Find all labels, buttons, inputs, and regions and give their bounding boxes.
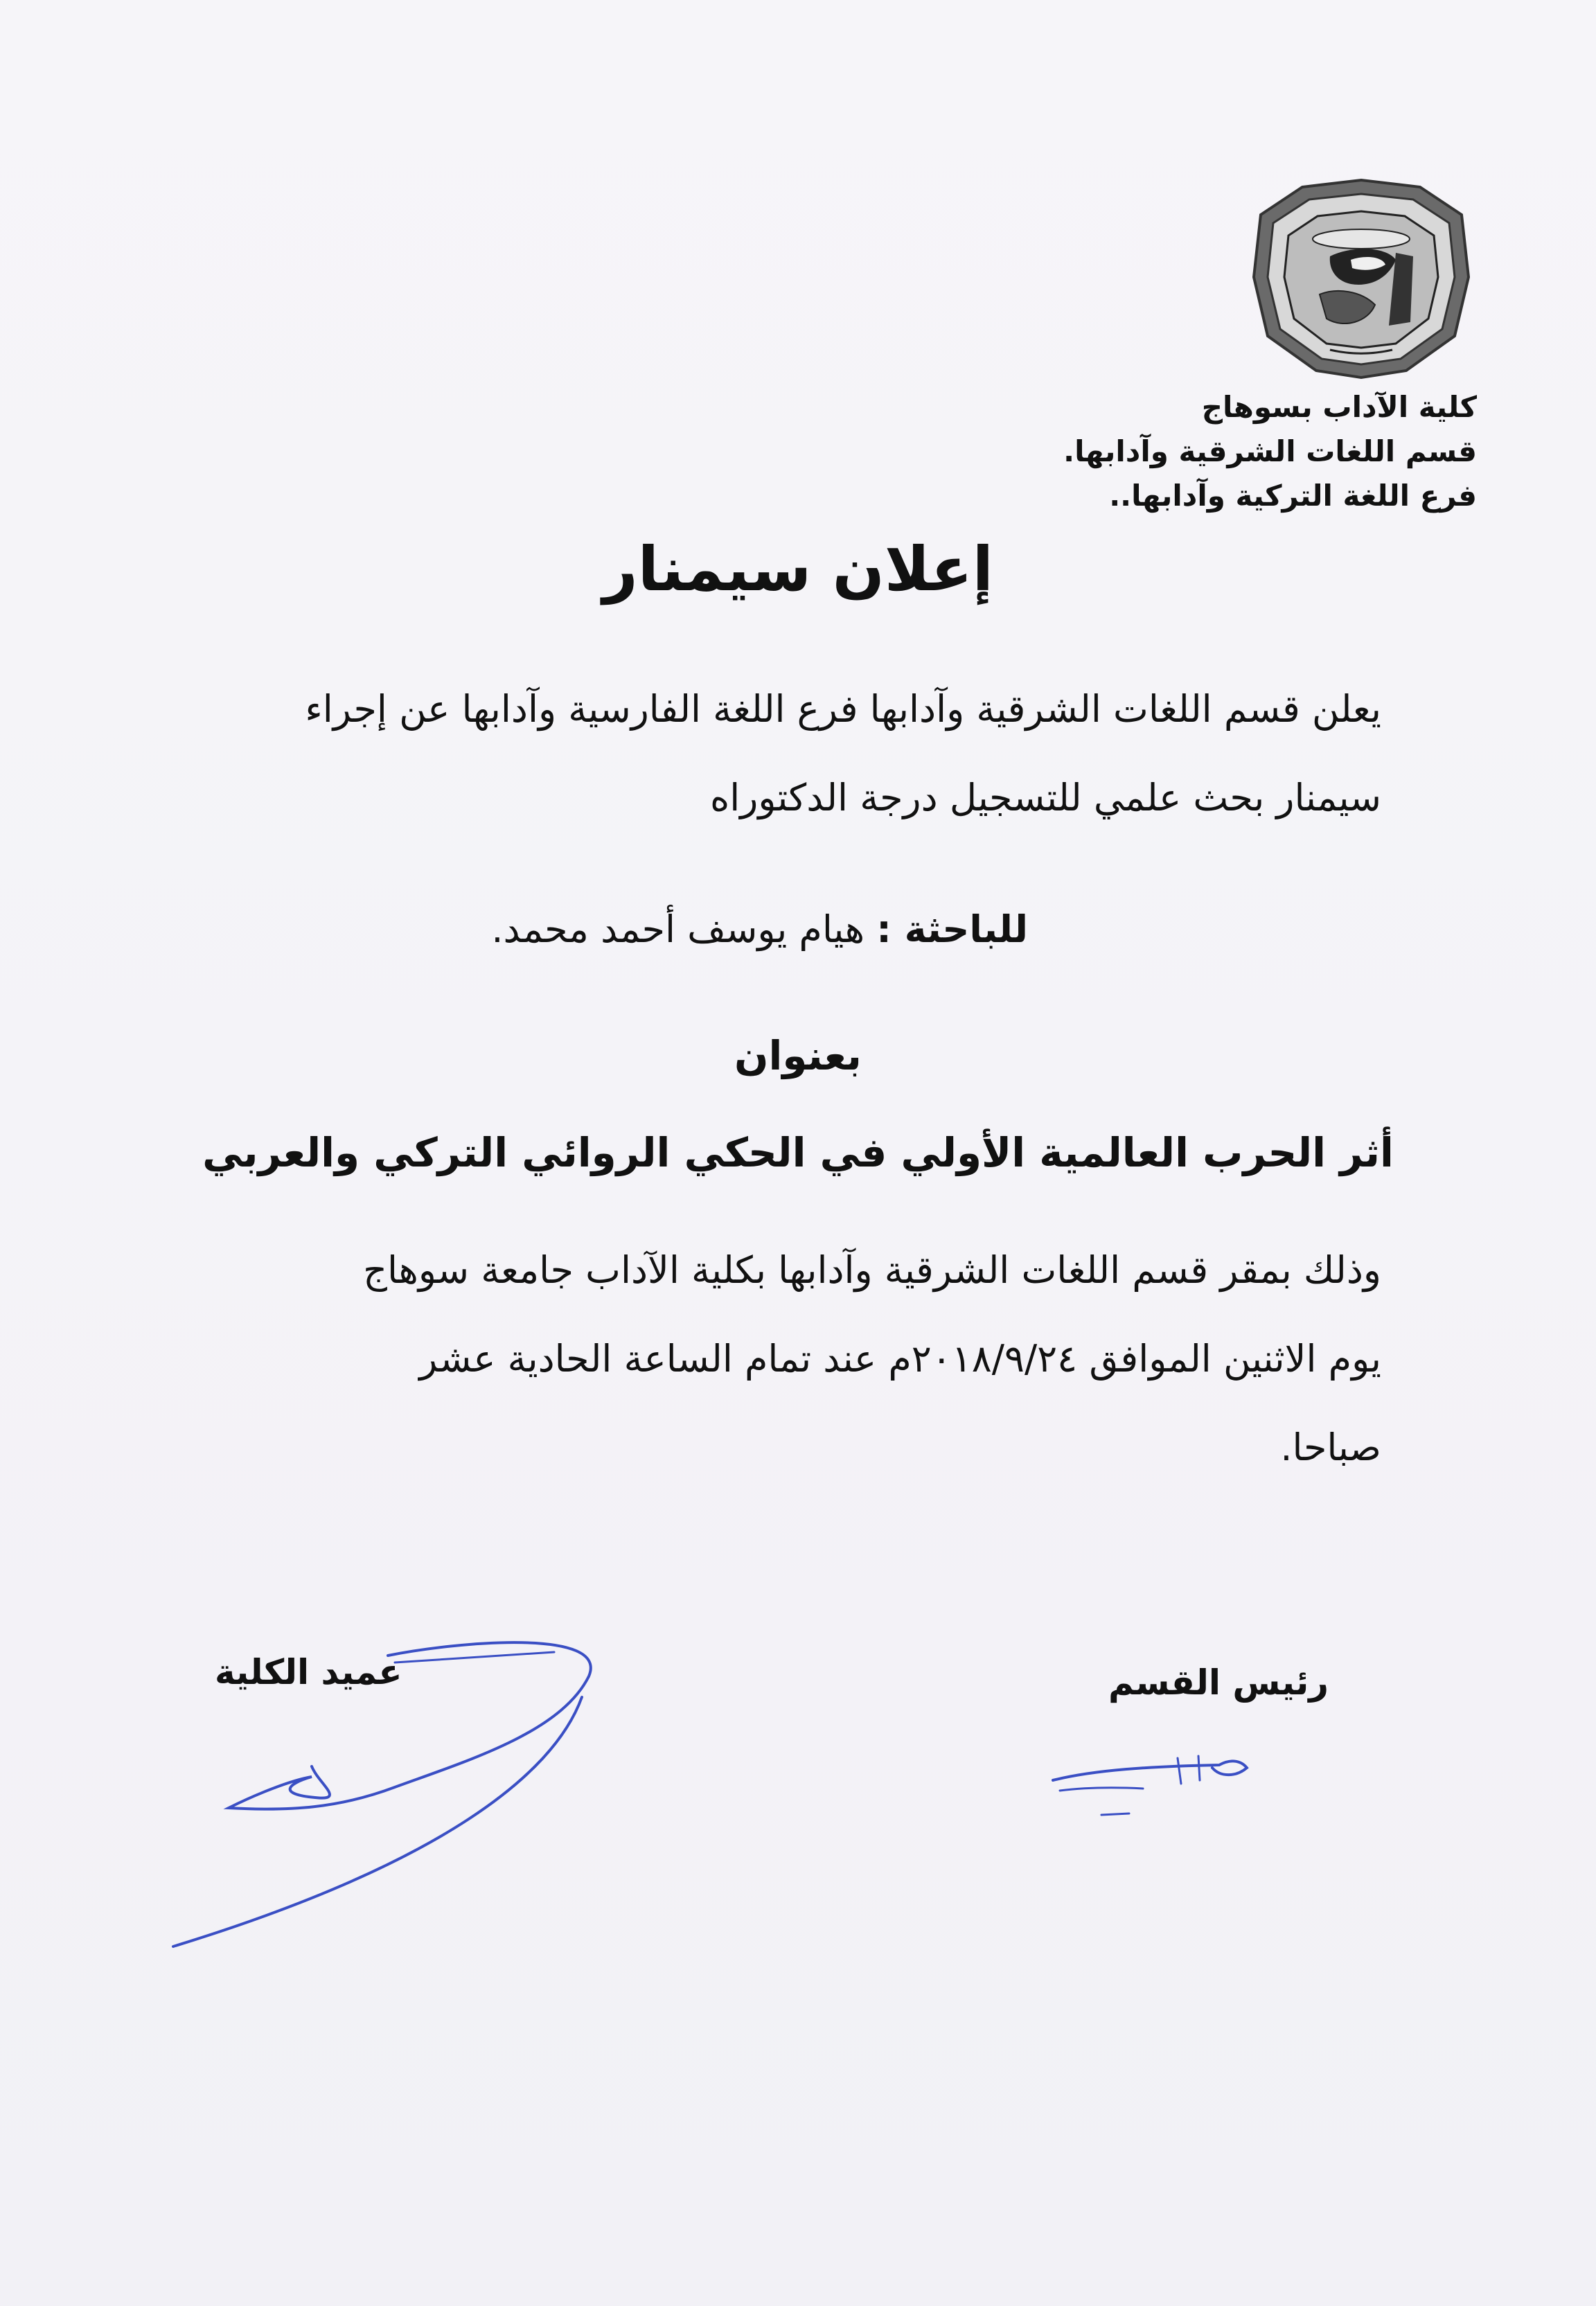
dean-label: عميد الكلية [215,1652,402,1692]
dean-signature [166,1635,617,1953]
researcher-line [491,907,1028,951]
header-line-department: قسم اللغات الشرقية وآدابها. [1063,434,1477,468]
department-head-label: رئيس القسم [1108,1662,1329,1703]
details-line-1: وذلك بمقر قسم اللغات الشرقية وآدابها بكلية الآداب جامعة سوهاج [363,1248,1381,1292]
intro-line-1: يعلن قسم اللغات الشرقية وآدابها فرع اللغة الفارسية وآدابها عن إجراء [305,687,1381,731]
researcher-name: هيام يوسف أحمد محمد. [491,907,865,951]
university-seal-logo [1247,173,1475,381]
institution-header [992,385,1477,518]
document-title: إعلان سيمنار [603,533,993,605]
details-line-3: صباحا. [1280,1426,1381,1469]
department-head-signature [1039,1732,1261,1843]
researcher-label: للباحثة : [876,907,1028,951]
subtitle-heading: بعنوان [734,1032,862,1079]
thesis-title: أثر الحرب العالمية الأولي في الحكي الروائي التركي والعربي [202,1129,1394,1176]
intro-paragraph [148,665,1381,842]
details-paragraph [148,1226,1381,1492]
intro-line-2: سيمنار بحث علمي للتسجيل درجة الدكتوراه [709,776,1381,819]
header-line-branch: فرع اللغة التركية وآدابها.. [1109,479,1477,513]
details-line-2: يوم الاثنين الموافق ٢٠١٨/٩/٢٤م عند تمام الساعة الحادية عشر [419,1337,1381,1381]
header-line-faculty: كلية الآداب بسوهاج [1201,390,1477,424]
